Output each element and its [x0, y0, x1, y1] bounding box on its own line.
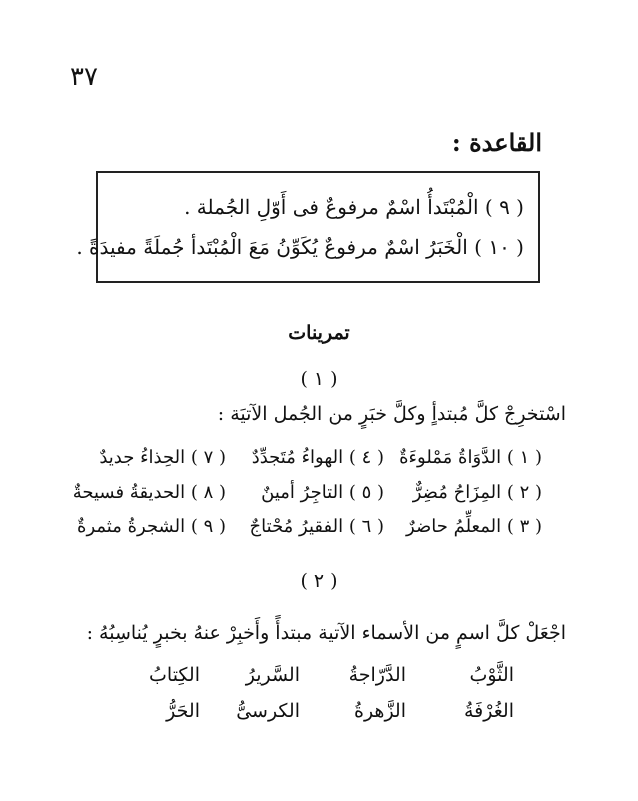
word-item: الثَّوْبُ — [469, 664, 514, 686]
word-item: السَّريرُ — [245, 664, 300, 686]
sentence-item: ( ١ ) الدَّوَاةُ مَمْلوءَةٌ — [399, 447, 542, 468]
exercise-1-instruction: اسْتخرِجْ كلَّ مُبتدأٍ وكلَّ خبَرٍ من الجُمل الآتيَة : — [217, 403, 566, 425]
exercise-2-instruction: اجْعَلْ كلَّ اسمٍ من الأسماء الآتية مبتدأً وأَخبِرْ عنهُ بخبرٍ يُناسِبُهُ : — [86, 622, 566, 644]
word-item: الدَّرّاجةُ — [348, 664, 406, 686]
sentence-item: ( ٧ ) الحِذاءُ جديدٌ — [99, 447, 226, 468]
sentence-item: ( ٦ ) الفقيرُ مُحْتاجٌ — [249, 516, 384, 537]
word-item: الكِتابُ — [149, 664, 200, 686]
sentence-item: ( ٢ ) المِزَاحُ مُضِرٌّ — [412, 482, 542, 503]
rule-line: ( ٩ ) الْمُبْتَدأُ اسْمٌ مرفوعٌ فى أَوّلِ الجُملة . — [184, 195, 524, 219]
exercise-2-number: ( ٢ ) — [300, 570, 338, 592]
word-item: الحَرُّ — [166, 700, 200, 722]
page-number: ٣٧ — [70, 62, 98, 92]
word-item: الكرسىُّ — [236, 700, 300, 722]
rule-line: ( ١٠ ) الْخَبَرُ اسْمٌ مرفوعٌ يُكَوِّنُ مَعَ الْمُبْتَدأ جُملَةً مفيدَةً . — [76, 235, 524, 259]
exercise-1-number: ( ١ ) — [300, 368, 338, 390]
sentence-item: ( ٥ ) التاجِرُ أمينٌ — [261, 482, 384, 503]
word-item: الغُرْفَةُ — [464, 700, 514, 722]
sentence-item: ( ٣ ) المعلِّمُ حاضرٌ — [406, 516, 542, 537]
exercises-title: تمرينات — [288, 322, 350, 344]
rule-heading: القاعدة : — [451, 128, 542, 157]
word-item: الزَّهرةُ — [353, 700, 406, 722]
sentence-item: ( ٤ ) الهواءُ مُتَجدِّدٌ — [251, 447, 384, 468]
sentence-item: ( ٩ ) الشجرةُ مثمرةٌ — [77, 516, 226, 537]
rule-box — [76, 171, 540, 283]
sentence-item: ( ٨ ) الحديقةُ فسيحةٌ — [72, 482, 226, 503]
